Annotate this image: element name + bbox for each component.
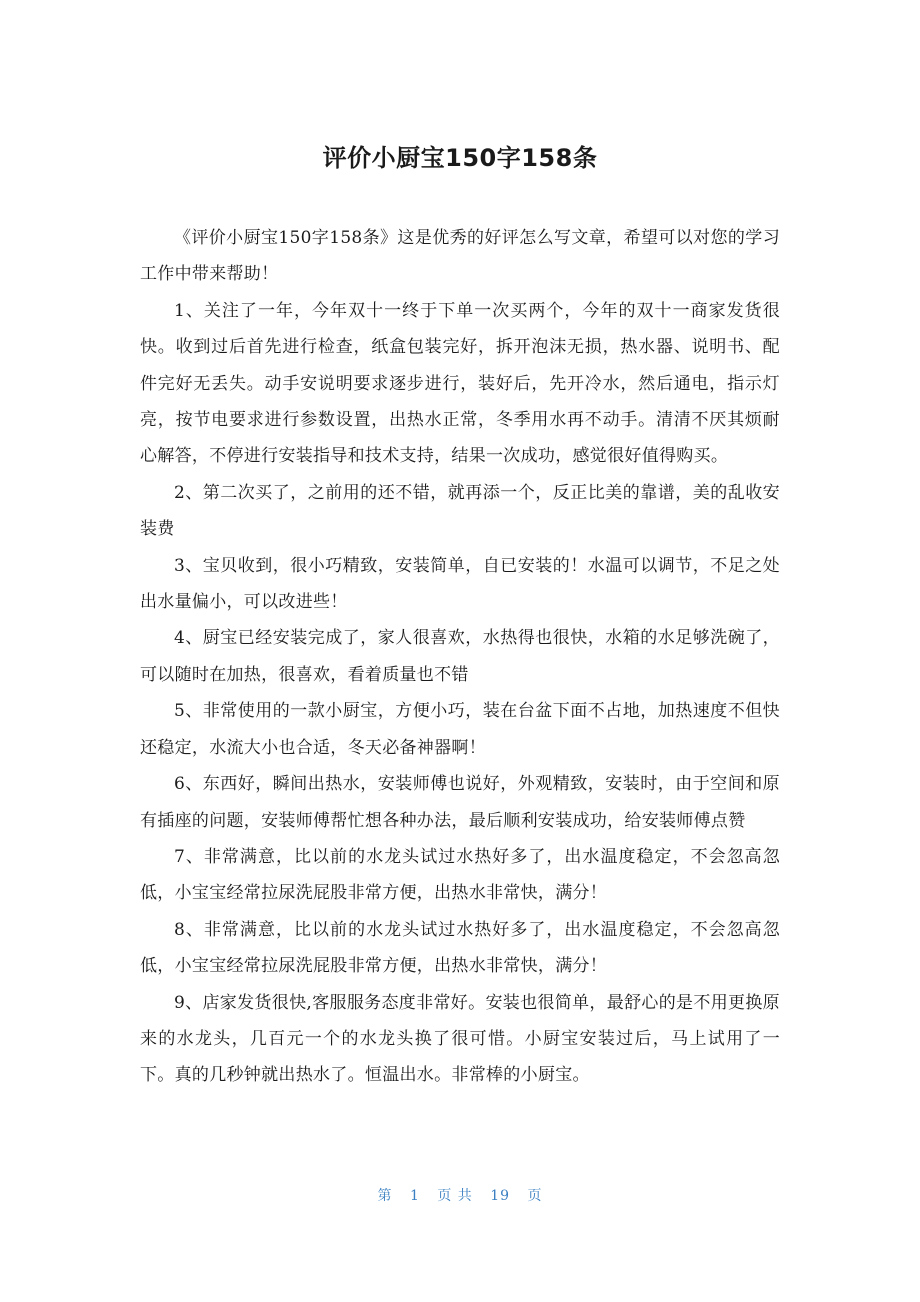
document-title: 评价小厨宝150字158条	[322, 144, 598, 172]
page-footer	[0, 1184, 920, 1208]
review-paragraph-1: 1、关注了一年，今年双十一终于下单一次买两个，今年的双十一商家发货很快。收到过后首先进行检查，纸盒包装完好，拆开泡沫无损，热水器、说明书、配件完好无丢失。动手安说明要求逐步进行，装好后，先开冷水，然后通电，指示灯亮，按节电要求进行参数设置，出热水正常，冬季用水再不动手。清清不厌其烦耐心解答，不停进行安装指导和技术支持，结果一次成功，感觉很好值得购买。	[140, 300, 780, 467]
footer-total-pages: 19	[490, 1188, 511, 1204]
review-paragraph-3: 3、宝贝收到，很小巧精致，安装简单，自已安装的！水温可以调节，不足之处出水量偏小，可以改进些！	[140, 555, 780, 613]
review-paragraph-8: 8、非常满意，比以前的水龙头试过水热好多了，出水温度稳定，不会忽高忽低，小宝宝经常拉尿洗屁股非常方便，出热水非常快，满分！	[140, 919, 780, 977]
review-paragraph-5: 5、非常使用的一款小厨宝，方便小巧，装在台盆下面不占地，加热速度不但快还稳定，水流大小也合适，冬天必备神器啊！	[140, 701, 780, 758]
review-paragraph-6: 6、东西好，瞬间出热水，安装师傅也说好，外观精致，安装时，由于空间和原有插座的问题，安装师傅帮忙想各种办法，最后顺利安装成功，给安装师傅点赞	[140, 774, 780, 831]
review-paragraph-9: 9、店家发货很快,客服服务态度非常好。安装也很简单，最舒心的是不用更换原来的水龙头，几百元一个的水龙头换了很可惜。小厨宝安装过后，马上试用了一下。真的几秒钟就出热水了。恒温出水。非常棒的小厨宝。	[140, 992, 780, 1086]
review-paragraph-7: 7、非常满意，比以前的水龙头试过水热好多了，出水温度稳定，不会忽高忽低，小宝宝经常拉尿洗屁股非常方便，出热水非常快，满分！	[140, 846, 780, 904]
review-paragraph-2: 2、第二次买了，之前用的还不错，就再添一个，反正比美的靠谱，美的乱收安装费	[140, 482, 780, 540]
review-paragraph-4: 4、厨宝已经安装完成了，家人很喜欢，水热得也很快，水箱的水足够洗碗了，可以随时在加热，很喜欢，看着质量也不错	[140, 628, 780, 685]
document-body	[140, 220, 780, 1094]
footer-suffix: 页	[527, 1188, 543, 1204]
footer-prefix: 第	[377, 1188, 393, 1204]
footer-current-page: 1	[409, 1188, 420, 1204]
intro-paragraph: 《评价小厨宝150字158条》这是优秀的好评怎么写文章，希望可以对您的学习工作中带来帮助！	[140, 228, 780, 285]
footer-middle: 页 共	[437, 1188, 473, 1204]
